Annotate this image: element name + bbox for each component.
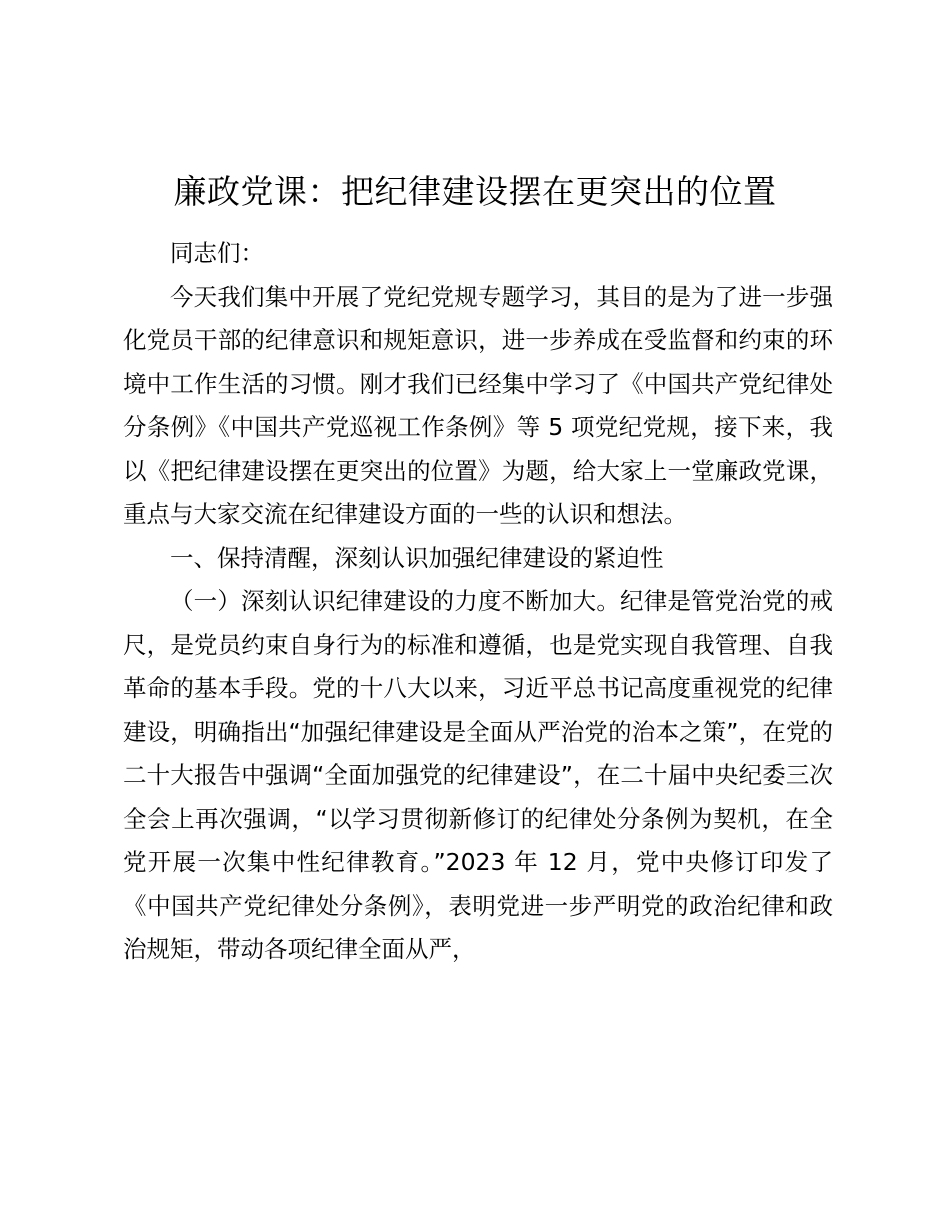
document-body bbox=[123, 232, 833, 972]
paragraph-intro: 今天我们集中开展了党纪党规专题学习，其目的是为了进一步强化党员干部的纪律意识和规矩意识，进一步养成在受监督和约束的环境中工作生活的习惯。刚才我们已经集中学习了《中国共产党纪律处分条例》《中国共产党巡视工作条例》等 5 项党纪党规，接下来，我以《把纪律建设摆在更突出的位置》为题，给大家上一堂廉政党课，重点与大家交流在纪律建设方面的一些的认识和想法。 bbox=[123, 282, 833, 528]
paragraph-subsection: （一）深刻认识纪律建设的力度不断加大。纪律是管党治党的戒尺，是党员约束自身行为的标准和遵循，也是党实现自我管理、自我革命的基本手段。党的十八大以来，习近平总书记高度重视党的纪律建设，明确指出“加强纪律建设是全面从严治党的治本之策”，在党的二十大报告中强调“全面加强党的纪律建设”，在二十届中央纪委三次全会上再次强调，“以学习贯彻新修订的纪律处分条例为契机，在全党开展一次集中性纪律教育。”2023 年 12 月，党中央修订印发了《中国共产党纪律处分条例》，表明党进一步严明党的政治纪律和政治规矩，带动各项纪律全面从严， bbox=[123, 587, 833, 963]
document-title: 廉政党课：把纪律建设摆在更突出的位置 bbox=[173, 172, 777, 211]
section-heading: 一、保持清醒，深刻认识加强纪律建设的紧迫性 bbox=[170, 543, 664, 572]
greeting: 同志们： bbox=[170, 239, 264, 267]
